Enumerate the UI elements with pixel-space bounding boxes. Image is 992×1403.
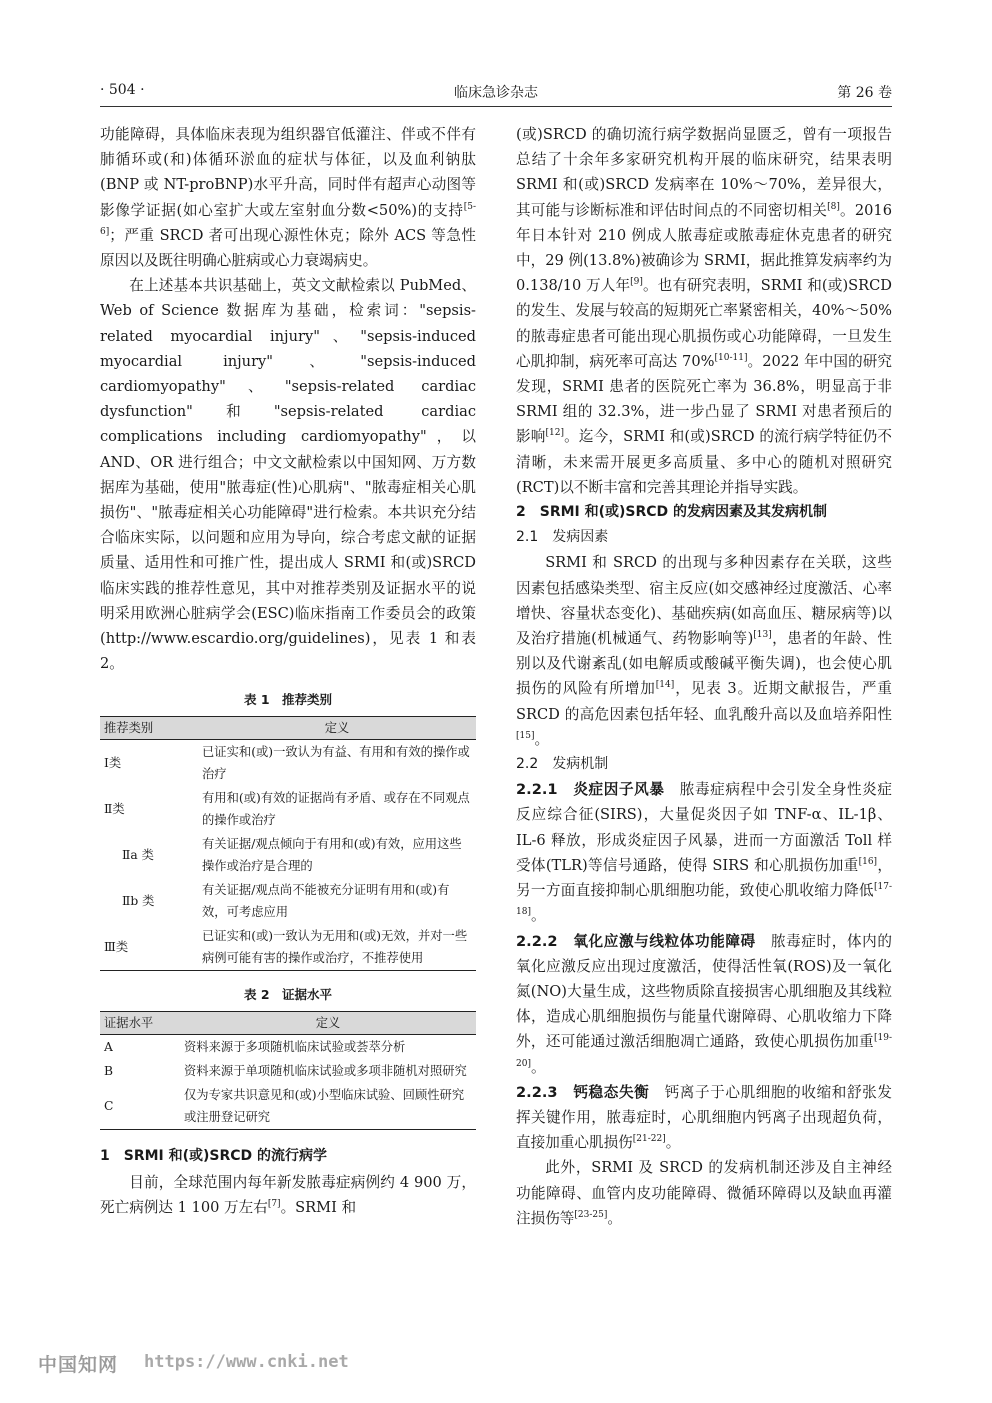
text: 。也有研究表明，SRMI 和(或)SRCD 的发生、发展与较高的短期死亡率紧密相关，40%～50% 的脓毒症患者可能出现心肌损伤或心功能障碍，一旦发生心肌抑制，病死率可高达 70% bbox=[516, 277, 892, 370]
paragraph bbox=[516, 777, 892, 928]
table-row bbox=[100, 878, 476, 924]
table-cell: Ⅰ类 bbox=[104, 756, 122, 771]
table-row bbox=[100, 832, 476, 878]
volume-label: 第 26 卷 bbox=[837, 85, 892, 101]
paragraph bbox=[516, 550, 892, 752]
subsubsection-heading: 2.2.1 炎症因子风暴 bbox=[516, 781, 665, 799]
journal-name: 临床急诊杂志 bbox=[454, 85, 538, 101]
table-header: 推荐类别 bbox=[100, 717, 198, 740]
table-caption: 表 2 证据水平 bbox=[243, 987, 333, 1003]
running-header bbox=[100, 82, 892, 104]
text: 。迄今，SRMI 和(或)SRCD 的流行病学特征仍不清晰，未来需开展更多高质量、多中心的随机对照研究(RCT)以不断丰富和完善其理论并指导实践。 bbox=[516, 428, 892, 496]
text: 。SRMI 和 bbox=[280, 1198, 357, 1216]
citation: [14] bbox=[655, 680, 675, 691]
text: 。 bbox=[530, 1058, 546, 1076]
table-cell: A bbox=[104, 1040, 113, 1055]
text: 。2016 年日本针对 210 例成人脓毒症或脓毒症休克患者的研究中，29 例(13.8%)被确诊为 SRMI，据此推算发病率约为 0.138/10 万人年 bbox=[516, 201, 892, 295]
text: (或)SRCD 的确切流行病学数据尚显匮乏，曾有一项报告总结了十余年多家研究机构开展的临床研究，结果表明 SRMI 和(或)SRCD 发病率在 10%～70%，差异很大，其可能与诊断标准和评估时间点的不同密切相关 bbox=[516, 126, 892, 219]
cnki-url-link[interactable]: https://www.cnki.net bbox=[144, 1352, 349, 1372]
table-cell: C bbox=[100, 1083, 180, 1130]
table-row bbox=[100, 740, 476, 787]
citation: [13] bbox=[753, 630, 772, 641]
cnki-logo: 中国知网 bbox=[38, 1354, 119, 1376]
subsection-heading: 2.1 发病因素 bbox=[516, 529, 609, 546]
citation: [10-11] bbox=[714, 352, 748, 363]
section-heading: 1 SRMI 和(或)SRCD 的流行病学 bbox=[100, 1148, 328, 1165]
table-header: 定义 bbox=[198, 717, 476, 740]
paragraph bbox=[516, 122, 892, 500]
table-cell: 有用和(或)有效的证据尚有矛盾、或存在不同观点的操作或治疗 bbox=[202, 791, 470, 828]
citation: [21-22] bbox=[632, 1134, 666, 1145]
table-row bbox=[100, 1059, 476, 1083]
table-cell: 已证实和(或)一致认为有益、有用和有效的操作或治疗 bbox=[202, 745, 470, 782]
page-number: · 504 · bbox=[100, 82, 145, 98]
table-header: 证据水平 bbox=[100, 1012, 180, 1035]
text: 脓毒症时，体内的氧化应激反应出现过度激活，使得活性氧(ROS)及一氧化氮(NO)大量生成，这些物质除直接损害心肌细胞及其线粒体，造成心肌细胞损伤与能量代谢障碍、心肌收缩力下降外，还可能通过激活细胞凋亡通路，致使心肌损伤加重 bbox=[516, 932, 892, 1051]
subsection-heading: 2.2 发病机制 bbox=[516, 756, 609, 773]
text: 功能障碍，具体临床表现为组织器官低灌注、伴或不伴有肺循环或(和)体循环淤血的症状与体征，以及血利钠肽(BNP 或 NT-proBNP)水平升高，同时伴有超声心动图等影像学证据(如心室扩大或左室射血分数<50%)的支持 bbox=[100, 126, 476, 219]
header-rule bbox=[100, 106, 892, 107]
paragraph bbox=[516, 929, 892, 1080]
table-header: 定义 bbox=[180, 1012, 476, 1035]
text: 。 bbox=[534, 730, 550, 748]
citation: [23-25] bbox=[574, 1209, 608, 1220]
text: ，另一方面直接抑制心肌细胞功能，致使心肌收缩力降低 bbox=[516, 856, 892, 900]
citation: [15] bbox=[516, 731, 535, 742]
citation: [8] bbox=[827, 201, 840, 212]
section-heading: 2 SRMI 和(或)SRCD 的发病因素及其发病机制 bbox=[516, 504, 828, 521]
subsubsection-heading: 2.2.2 氧化应激与线粒体功能障碍 bbox=[516, 932, 756, 950]
left-column bbox=[100, 122, 476, 1220]
text: ，患者的年龄、性别以及代谢紊乱(如电解质或酸碱平衡失调)，也会使心肌损伤的风险有所增加 bbox=[516, 630, 892, 698]
table-cell: 仅为专家共识意见和(或)小型临床试验、回顾性研究或注册登记研究 bbox=[180, 1083, 476, 1130]
paragraph bbox=[516, 1155, 892, 1231]
table-cell: B bbox=[104, 1064, 114, 1079]
table-cell: Ⅱb 类 bbox=[122, 894, 155, 909]
table-cell: Ⅱ类 bbox=[104, 802, 125, 817]
citation: [7] bbox=[267, 1199, 281, 1210]
table-cell: Ⅲ类 bbox=[100, 924, 198, 971]
recommendation-class-table bbox=[100, 716, 476, 971]
table-cell: 有关证据/观点尚不能被充分证明有用和(或)有效，可考虑应用 bbox=[202, 883, 450, 920]
text: 此外，SRMI 及 SRCD 的发病机制还涉及自主神经功能障碍、血管内皮功能障碍、微循环障碍以及缺血再灌注损伤等 bbox=[516, 1159, 892, 1227]
table-caption: 表 1 推荐类别 bbox=[243, 692, 333, 708]
citation: [5-6] bbox=[100, 201, 476, 237]
table-row bbox=[100, 786, 476, 832]
text: 。 bbox=[665, 1134, 681, 1152]
text: 。2022 年中国的研究发现，SRMI 患者的医院死亡率为 36.8%，明显高于非 SRMI 组的 32.3%，进一步凸显了 SRMI 对患者预后的影响 bbox=[516, 352, 892, 446]
table-cell: 已证实和(或)一致认为无用和(或)无效，并对一些病例可能有害的操作或治疗，不推荐使用 bbox=[198, 924, 476, 971]
table-row bbox=[100, 1083, 476, 1130]
text: 钙离子于心肌细胞的收缩和舒张发挥关键作用，脓毒症时，心肌细胞内钙离子出现超负荷，直接加重心肌损伤 bbox=[516, 1083, 892, 1152]
text: 。 bbox=[530, 907, 546, 925]
table-row bbox=[100, 924, 476, 971]
text: SRMI 和 SRCD 的出现与多种因素存在关联，这些因素包括感染类型、宿主反应(如交感神经过度激活、心率增快、容量状态变化)、基础疾病(如高血压、糖尿病等)以及治疗措施(机械通气、药物影响等) bbox=[516, 554, 892, 648]
text: 目前，全球范围内每年新发脓毒症病例约 4 900 万，死亡病例达 1 100 万左右 bbox=[100, 1173, 476, 1216]
text: ，见表 3。近期文献报告，严重 SRCD 的高危因素包括年轻、血乳酸升高以及血培养阳性 bbox=[516, 680, 892, 723]
text: 脓毒症病程中会引发全身性炎症反应综合征(SIRS)，大量促炎因子如 TNF-α、IL-1β、IL-6 释放，形成炎症因子风暴，进而一方面激活 Toll 样受体(TLR)等信号通路，使得 SIRS 和心肌损伤加重 bbox=[516, 781, 892, 874]
citation: [17-18] bbox=[516, 882, 892, 918]
paragraph bbox=[100, 1170, 476, 1220]
table-row bbox=[100, 1035, 476, 1060]
citation: [12] bbox=[545, 428, 564, 439]
table-cell: 资料来源于单项随机临床试验或多项非随机对照研究 bbox=[184, 1064, 467, 1079]
text: ；严重 SRCD 者可出现心源性休克；除外 ACS 等急性原因以及既往明确心脏病或心力衰竭病史。 bbox=[100, 226, 476, 270]
text: 。 bbox=[607, 1209, 622, 1227]
citation: [16] bbox=[858, 857, 878, 868]
paragraph bbox=[100, 122, 476, 273]
paragraph: 在上述基本共识基础上，英文文献检索以 PubMed、Web of Science 数据库为基础，检索词："sepsis-related myocardial injury"、"sepsis-induced myocardial injury"、"sepsis-induced cardiomyopathy"、"sepsis-related cardiac dysfunction"和"sepsis-related cardiac complications including cardiomyopathy"，以 AND、OR 进行组合；中文文献检索以中国知网、万方数据库为基础，使用"脓毒症(性)心肌病"、"脓毒症相关心肌损伤"、"脓毒症相关心功能障碍"进行检索。本共识充分结合临床实际，以问题和应用为导向，综合考虑文献的证据质量、适用性和可推广性，提出成人 SRMI 和(或)SRCD 临床实践的推荐性意见，其中对推荐类别及证据水平的说明采用欧洲心脏病学会(ESC)临床指南工作委员会的政策(http://www.escardio.org/guidelines)，见表 1 和表 2。 bbox=[100, 277, 476, 673]
table-cell: 有关证据/观点倾向于有用和(或)有效，应用这些操作或治疗是合理的 bbox=[202, 837, 462, 874]
evidence-level-table bbox=[100, 1011, 476, 1130]
paragraph bbox=[516, 1080, 892, 1156]
citation: [9] bbox=[630, 277, 643, 288]
table-cell: 资料来源于多项随机临床试验或荟萃分析 bbox=[184, 1040, 406, 1055]
subsubsection-heading: 2.2.3 钙稳态失衡 bbox=[516, 1083, 650, 1101]
right-column bbox=[516, 122, 892, 1231]
watermark-footer bbox=[38, 1350, 538, 1380]
table-cell: Ⅱa 类 bbox=[122, 848, 154, 863]
citation: [19-20] bbox=[516, 1033, 892, 1069]
